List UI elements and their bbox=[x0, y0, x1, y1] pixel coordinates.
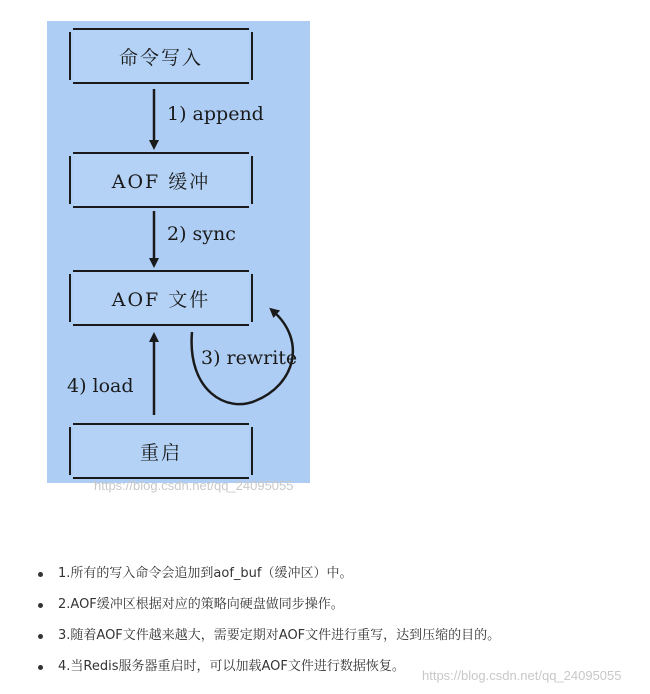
page-watermark: https://blog.csdn.net/qq_24095055 bbox=[422, 668, 622, 683]
diagram-watermark: https://blog.csdn.net/qq_24095055 bbox=[94, 478, 294, 493]
flow-arrows bbox=[47, 21, 310, 483]
step-append: 1) append bbox=[167, 103, 264, 125]
list-item: 3.随着AOF文件越来越大，需要定期对AOF文件进行重写，达到压缩的目的。 bbox=[38, 625, 500, 656]
box-aof-buffer-label: AOF 缓冲 bbox=[111, 170, 211, 193]
box-restart-label: 重启 bbox=[139, 441, 182, 464]
step-rewrite: 3) rewrite bbox=[201, 347, 298, 369]
box-command-write-label: 命令写入 bbox=[118, 46, 203, 69]
list-item: 2.AOF缓冲区根据对应的策略向硬盘做同步操作。 bbox=[38, 594, 500, 625]
list-item: 4.当Redis服务器重启时，可以加载AOF文件进行数据恢复。 bbox=[38, 656, 500, 687]
step-load: 4) load bbox=[67, 375, 134, 397]
step-sync: 2) sync bbox=[167, 223, 236, 245]
aof-flow-diagram bbox=[47, 21, 310, 483]
list-item: 1.所有的写入命令会追加到aof_buf（缓冲区）中。 bbox=[38, 563, 500, 594]
box-aof-file-label: AOF 文件 bbox=[111, 288, 211, 311]
